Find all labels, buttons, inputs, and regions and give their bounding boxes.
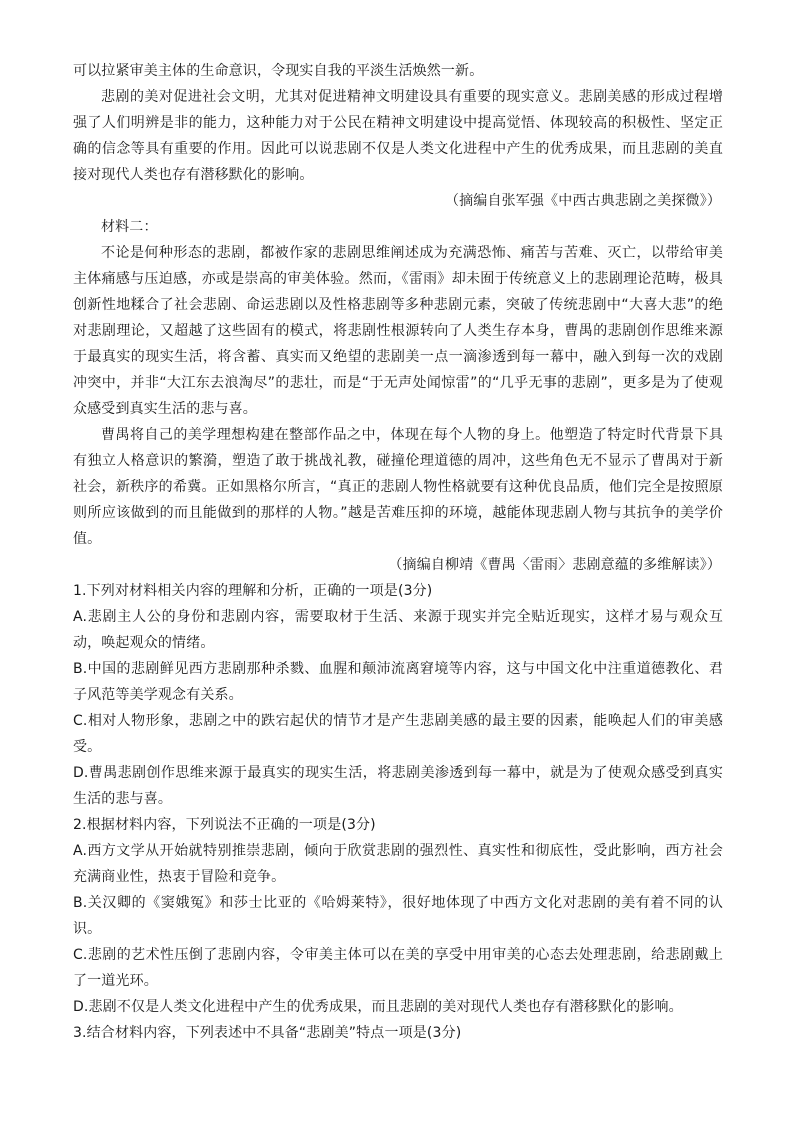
material1-source: （摘编自张军强《中西古典悲剧之美探微》） bbox=[445, 193, 721, 209]
material1-paragraph: 悲剧的美对促进社会文明，尤其对促进精神文明建设具有重要的现实意义。悲剧美感的形成过程增强了人们明辨是非的能力，这种能力对于公民在精神文明建设中提高觉悟、体现较高的积极性、坚定正确的信念等具有重要的作用。因此可以说悲剧不仅是人类文化进程中产生的优秀成果，而且悲剧的美直接对现代人类也存有潜移默化的影响。 bbox=[73, 89, 723, 183]
question-1-option-a: A.悲剧主人公的身份和悲剧内容，需要取材于生活、来源于现实并完全贴近现实，这样才易与观众互动，唤起观众的情绪。 bbox=[73, 609, 723, 651]
material2-paragraph-1: 不论是何种形态的悲剧，都被作家的悲剧思维阐述成为充满恐怖、痛苦与苦难、灭亡，以带给审美主体痛感与压迫感，亦或是崇高的审美体验。然而，《雷雨》却未囿于传统意义上的悲剧理论范畴，极具创新性地糅合了社会悲剧、命运悲剧以及性格悲剧等多种悲剧元素，突破了传统悲剧中“大喜大悲”的绝对悲剧理论，又超越了这些固有的模式，将悲剧性根源转向了人类生存本身，曹禺的悲剧创作思维来源于最真实的现实生活，将含蓄、真实而又绝望的悲剧美一点一滴渗透到每一幕中，融入到每一次的戏剧冲突中，并非“大江东去浪淘尽”的悲壮，而是“于无声处闻惊雷”的“几乎无事的悲剧”，更多是为了使观众感受到真实生活的悲与喜。 bbox=[73, 245, 723, 417]
question-1-option-c: C.相对人物形象，悲剧之中的跌宕起伏的情节才是产生悲剧美感的最主要的因素，能唤起人们的审美感受。 bbox=[73, 713, 723, 755]
material1-line-top: 可以拉紧审美主体的生命意识，令现实自我的平淡生活焕然一新。 bbox=[73, 63, 484, 79]
question-1-option-b: B.中国的悲剧鲜见西方悲剧那种杀戮、血腥和颠沛流离窘境等内容，这与中国文化中注重道德教化、君子风范等美学观念有关系。 bbox=[73, 661, 723, 703]
question-2-option-b: B.关汉卿的《窦娥冤》和莎士比亚的《哈姆莱特》，很好地体现了中西方文化对悲剧的美有着不同的认识。 bbox=[73, 895, 723, 937]
question-2-option-d: D.悲剧不仅是人类文化进程中产生的优秀成果，而且悲剧的美对现代人类也存有潜移默化的影响。 bbox=[73, 999, 683, 1015]
material2-source: （摘编自柳靖《曹禺〈雷雨〉悲剧意蕴的多维解读》） bbox=[388, 557, 721, 573]
document-page bbox=[73, 58, 723, 1046]
question-2-option-c: C.悲剧的艺术性压倒了悲剧内容，令审美主体可以在美的享受中用审美的心态去处理悲剧，给悲剧戴上了一道光环。 bbox=[73, 947, 723, 989]
question-2-option-a: A.西方文学从开始就特别推崇悲剧，倾向于欣赏悲剧的强烈性、真实性和彻底性，受此影响，西方社会充满商业性，热衷于冒险和竞争。 bbox=[73, 843, 723, 885]
question-1-stem: 1.下列对材料相关内容的理解和分析，正确的一项是(3分) bbox=[73, 583, 433, 599]
question-1-option-d: D.曹禺悲剧创作思维来源于最真实的现实生活，将悲剧美渗透到每一幕中，就是为了使观众感受到真实生活的悲与喜。 bbox=[73, 765, 723, 807]
material2-paragraph-2: 曹禺将自己的美学理想构建在整部作品之中，体现在每个人物的身上。他塑造了特定时代背景下具有独立人格意识的繁漪，塑造了敢于挑战礼教，碰撞伦理道德的周冲，这些角色无不显示了曹禺对于新社会，新秩序的希冀。正如黑格尔所言，“真正的悲剧人物性格就要有这种优良品质，他们完全是按照原则所应该做到的而且能做到的那样的人物。”越是苦难压抑的环境，越能体现悲剧人物与其抗争的美学价值。 bbox=[73, 427, 723, 547]
question-2-stem: 2.根据材料内容，下列说法不正确的一项是(3分) bbox=[73, 817, 376, 833]
question-3-stem: 3.结合材料内容，下列表述中不具备“悲剧美”特点一项是(3分) bbox=[73, 1025, 462, 1041]
material2-label: 材料二： bbox=[101, 219, 158, 235]
